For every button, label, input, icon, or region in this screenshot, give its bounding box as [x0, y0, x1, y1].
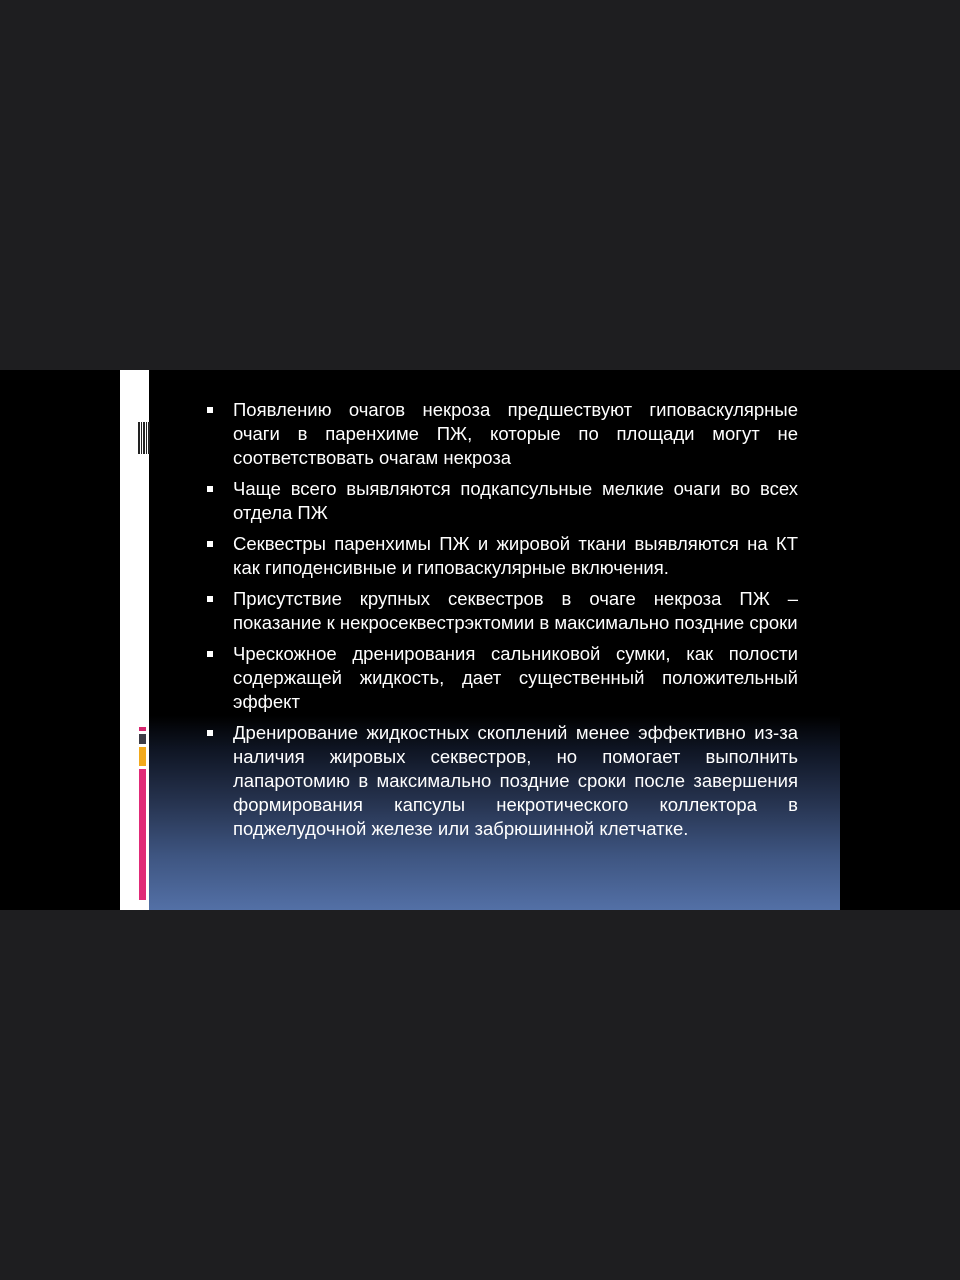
bullet-text: Появлению очагов некроза предшествуют гиповаскулярные очаги в паренхиме ПЖ, которые по площади могут не соответствовать очагам некроза: [233, 399, 798, 468]
square-bullet-icon: [207, 651, 213, 657]
bullet-item: [205, 532, 798, 580]
bullet-text: Чрескожное дренирования сальниковой сумки, как полости содержащей жидкость, дает существенный положительный эффект: [233, 643, 798, 712]
square-bullet-icon: [207, 407, 213, 413]
bullet-item: [205, 721, 798, 841]
barcode-icon: [138, 422, 150, 454]
slide-letterbox: [0, 370, 960, 910]
slide-side-strip: [120, 370, 149, 910]
bullet-item: [205, 398, 798, 470]
accent-bar-dark: [139, 734, 146, 744]
bullet-list: [205, 398, 798, 848]
square-bullet-icon: [207, 596, 213, 602]
square-bullet-icon: [207, 486, 213, 492]
bullet-item: [205, 477, 798, 525]
bullet-text: Дренирование жидкостных скоплений менее эффективно из-за наличия жировых секвестров, но помогает выполнить лапаротомию в максимально поздние сроки после завершения формирования капсулы некротического коллектора в поджелудочной железе или забрюшинной клетчатке.: [233, 722, 798, 839]
bullet-text: Чаще всего выявляются подкапсульные мелкие очаги во всех отдела ПЖ: [233, 478, 798, 523]
accent-bar-orange: [139, 747, 146, 766]
bullet-text: Секвестры паренхимы ПЖ и жировой ткани выявляются на КТ как гиподенсивные и гиповаскулярные включения.: [233, 533, 798, 578]
presentation-slide: [120, 370, 840, 910]
bullet-item: [205, 587, 798, 635]
accent-bar-pink: [139, 769, 146, 900]
square-bullet-icon: [207, 541, 213, 547]
accent-bar-magenta-small: [139, 727, 146, 731]
bullet-text: Присутствие крупных секвестров в очаге некроза ПЖ – показание к некросеквестрэктомии в максимально поздние сроки: [233, 588, 798, 633]
square-bullet-icon: [207, 730, 213, 736]
bullet-item: [205, 642, 798, 714]
